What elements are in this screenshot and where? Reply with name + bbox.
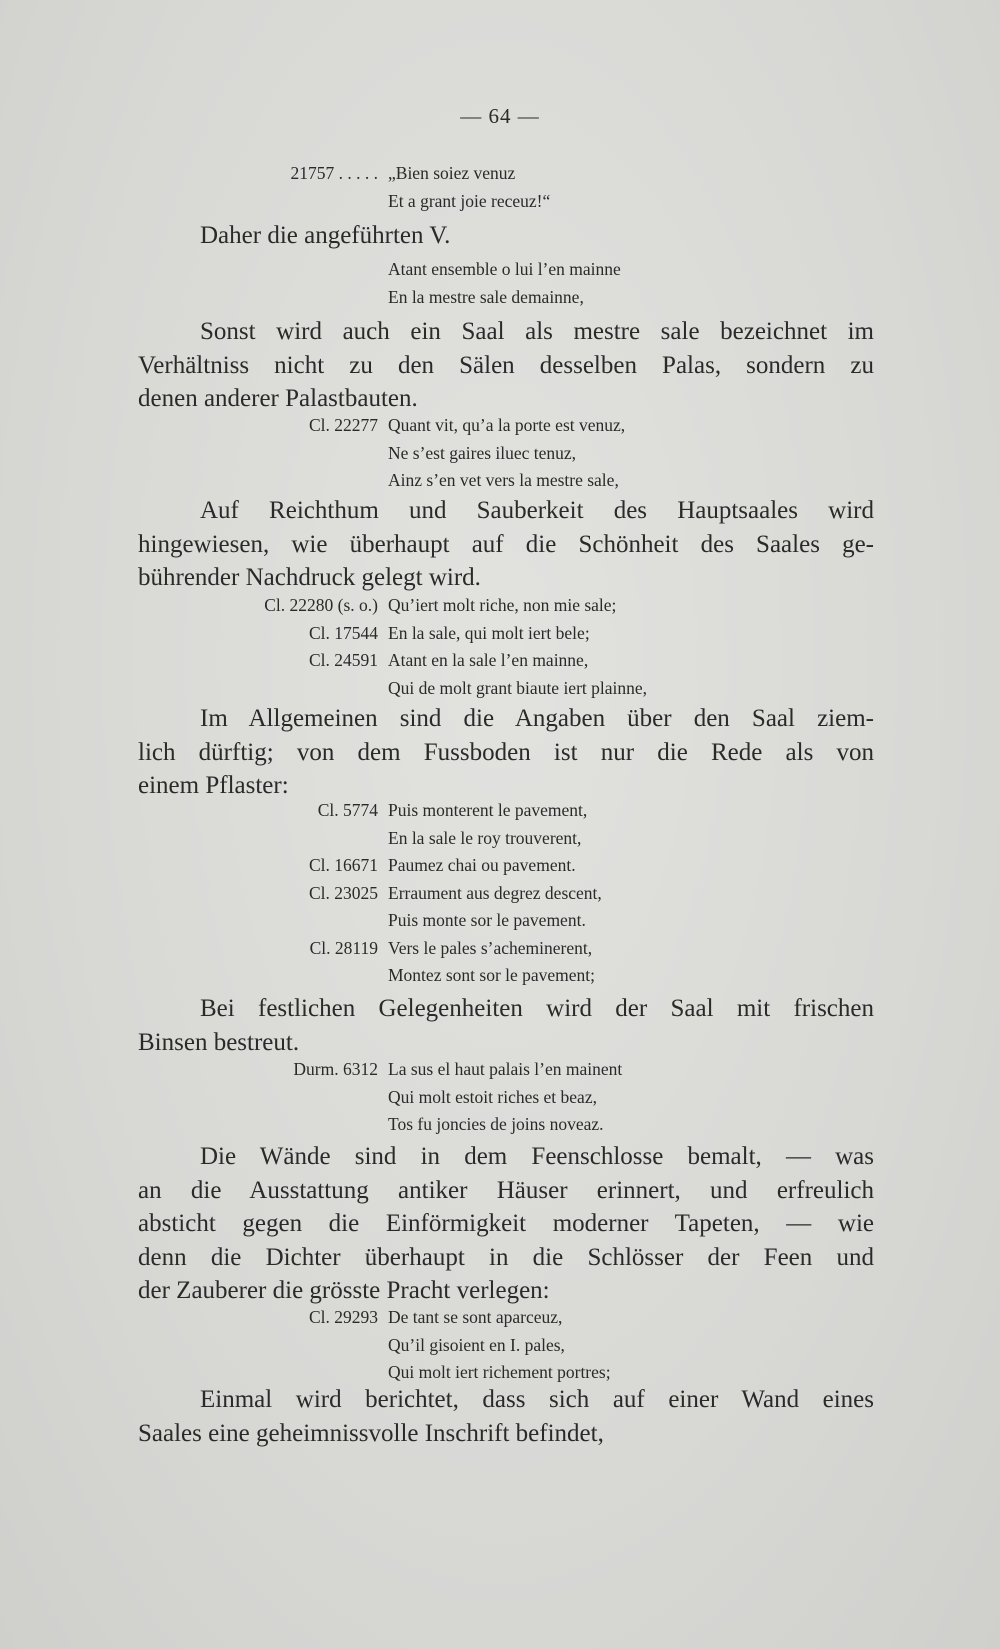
verse-quotation: [180, 1304, 740, 1387]
verse-text: En la mestre sale demainne,: [388, 286, 584, 307]
verse-reference: Cl. 16671: [308, 855, 378, 875]
verse-reference: Cl. 5774: [317, 800, 378, 820]
verse-text: De tant se sont aparceuz,: [388, 1307, 563, 1327]
verse-line: [180, 1056, 740, 1084]
paragraph-line: bührender Nachdruck gelegt wird.: [138, 564, 481, 591]
verse-line: [180, 852, 740, 880]
verse-line: [180, 160, 740, 188]
verse-line: [180, 907, 740, 935]
verse-text: Qui molt estoit riches et beaz,: [388, 1086, 597, 1107]
paragraph-line: Auf Reichthum und Sauberkeit des Hauptsaales wird: [200, 497, 874, 524]
paragraph-line: denen anderer Palastbauten.: [138, 385, 418, 412]
verse-text: Atant en la sale l’en mainne,: [388, 650, 589, 670]
verse-text: Tos fu joncies de joins noveaz.: [388, 1114, 604, 1134]
verse-text: Qui de molt grant biaute iert plainne,: [388, 677, 648, 698]
paragraph-line: Im Allgemeinen sind die Angaben über den Saal ziem-: [200, 705, 874, 732]
verse-text: Puis monterent le pavement,: [388, 800, 588, 820]
verse-line: [180, 880, 740, 908]
verse-text: Puis monte sor le pavement.: [388, 910, 586, 930]
verse-text: La sus el haut palais l’en mainent: [388, 1059, 623, 1079]
verse-text: En la sale, qui molt iert bele;: [388, 622, 590, 643]
paragraph: [138, 1140, 874, 1308]
paragraph-line: denn die Dichter überhaupt in die Schlösser der Feen und: [138, 1243, 874, 1271]
verse-line: [180, 620, 740, 648]
verse-quotation: [180, 160, 740, 215]
verse-text: Qu’iert molt riche, non mie sale;: [388, 595, 617, 615]
paragraph-line: lich dürftig; von dem Fussboden ist nur die Rede als von: [138, 738, 874, 766]
verse-line: [180, 797, 740, 825]
paragraph: [138, 494, 874, 595]
verse-line: [180, 647, 740, 675]
verse-text: Et a grant joie receuz!“: [388, 190, 551, 211]
verse-line: [180, 467, 740, 495]
verse-text: Qu’il gisoient en I. pales,: [388, 1334, 565, 1355]
verse-reference: Durm. 6312: [293, 1059, 378, 1079]
verse-line: [180, 1304, 740, 1332]
verse-line: [180, 256, 740, 284]
verse-quotation: [180, 797, 740, 990]
verse-line: [180, 935, 740, 963]
verse-line: [180, 412, 740, 440]
paragraph-line: Binsen bestreut.: [138, 1028, 300, 1056]
paragraph-line: einem Pflaster:: [138, 772, 289, 799]
verse-line: [180, 188, 740, 216]
verse-quotation: [180, 412, 740, 495]
verse-text: Vers le pales s’acheminerent,: [388, 937, 593, 958]
paragraph-line: Bei festlichen Gelegenheiten wird der Saal mit frischen: [200, 995, 874, 1022]
verse-text: Erraument aus degrez descent,: [388, 882, 602, 903]
paragraph: [138, 702, 874, 803]
paragraph-line: Daher die angeführten V.: [200, 222, 451, 249]
verse-text: Qui molt iert richement portres;: [388, 1362, 611, 1382]
verse-line: [180, 675, 740, 703]
paragraph-line: Saales eine geheimnissvolle Inschrift befindet,: [138, 1419, 604, 1447]
paragraph: [138, 315, 874, 416]
paragraph-line: Verhältniss nicht zu den Sälen desselben Palas, sondern zu: [138, 351, 874, 379]
paragraph-line: hingewiesen, wie überhaupt auf die Schönheit des Saales ge-: [138, 530, 874, 558]
paragraph: [138, 219, 874, 253]
verse-line: [180, 825, 740, 853]
verse-line: [180, 440, 740, 468]
verse-line: [180, 1332, 740, 1360]
paragraph-line: Sonst wird auch ein Saal als mestre sale bezeichnet im: [200, 318, 874, 345]
verse-text: En la sale le roy trouverent,: [388, 827, 582, 848]
verse-quotation: [180, 1056, 740, 1139]
paragraph-line: Die Wände sind in dem Feenschlosse bemalt, — was: [200, 1143, 874, 1170]
paragraph: [138, 1383, 874, 1450]
verse-quotation: [180, 256, 740, 311]
verse-line: [180, 284, 740, 312]
verse-line: [180, 962, 740, 990]
verse-text: Montez sont sor le pavement;: [388, 965, 596, 985]
verse-text: Atant ensemble o lui l’en mainne: [388, 259, 621, 279]
verse-line: [180, 592, 740, 620]
verse-reference: 21757 . . . . .: [290, 163, 378, 183]
verse-text: „Bien soiez venuz: [388, 163, 516, 183]
verse-reference: Cl. 29293: [308, 1307, 378, 1327]
verse-reference: Cl. 23025: [308, 882, 378, 903]
page-number: — 64 —: [460, 104, 540, 128]
verse-reference: Cl. 28119: [309, 937, 378, 958]
verse-reference: Cl. 17544: [308, 622, 378, 643]
verse-text: Paumez chai ou pavement.: [388, 855, 576, 875]
paragraph: [138, 992, 874, 1059]
verse-line: [180, 1084, 740, 1112]
paragraph-line: der Zauberer die grösste Pracht verlegen:: [138, 1277, 550, 1304]
paragraph-line: an die Ausstattung antiker Häuser erinnert, und erfreulich: [138, 1176, 874, 1204]
paragraph-line: Einmal wird berichtet, dass sich auf einer Wand eines: [200, 1386, 874, 1413]
verse-reference: Cl. 22277: [308, 415, 378, 435]
verse-text: Ne s’est gaires iluec tenuz,: [388, 442, 577, 463]
verse-quotation: [180, 592, 740, 702]
verse-reference: Cl. 24591: [308, 650, 378, 670]
verse-text: Ainz s’en vet vers la mestre sale,: [388, 470, 619, 490]
paragraph-line: absticht gegen die Einförmigkeit moderner Tapeten, — wie: [138, 1210, 874, 1237]
verse-line: [180, 1111, 740, 1139]
verse-reference: Cl. 22280 (s. o.): [264, 595, 378, 615]
verse-text: Quant vit, qu’a la porte est venuz,: [388, 415, 626, 435]
